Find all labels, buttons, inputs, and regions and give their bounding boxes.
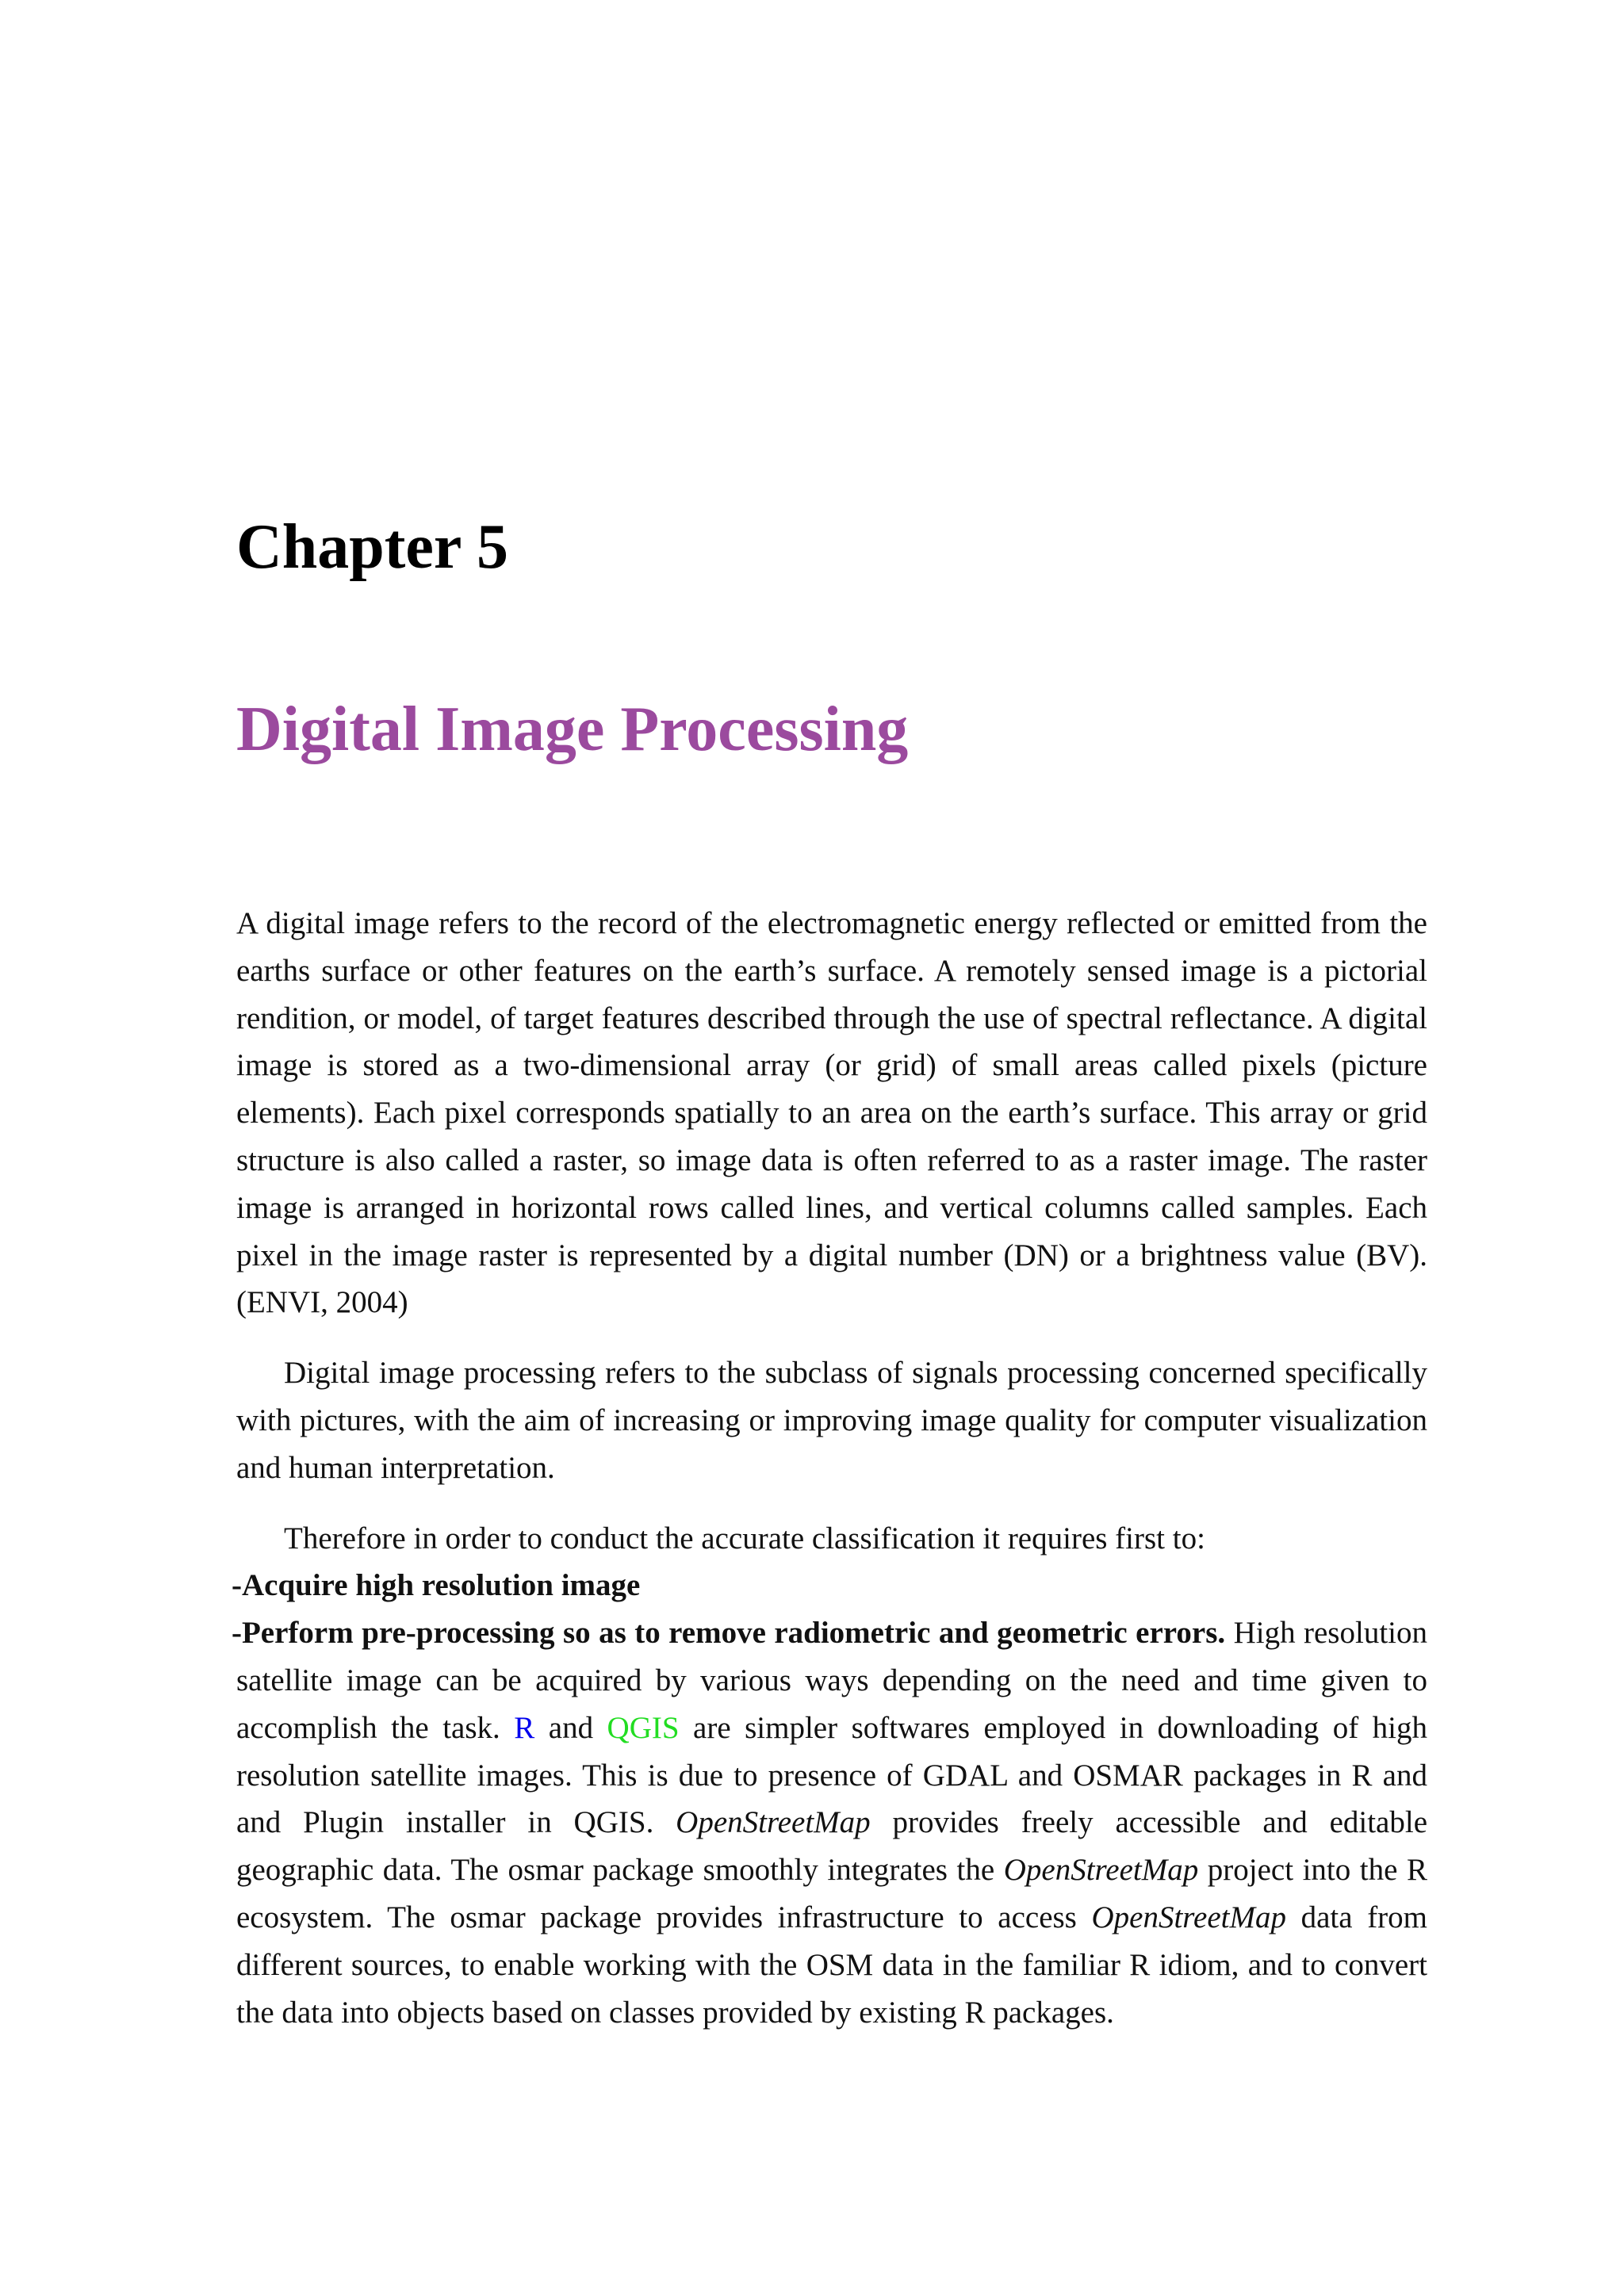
paragraph-definition: Digital image processing refers to the subclass of signals processing concerned specifically with pictures, with the aim of increasing or improving image quality for computer visualization and human interpretation. bbox=[236, 1356, 1427, 1485]
text-segment: data from different sources, to enable working with the OSM data in the familiar R idiom, and to convert the data into objects based on classes provided by existing R packages. bbox=[236, 1900, 1427, 2030]
paragraph-preprocessing bbox=[232, 1609, 1428, 2036]
term-openstreetmap: OpenStreetMap bbox=[676, 1805, 871, 1840]
text-segment: and bbox=[534, 1710, 607, 1745]
text-segment: High resolution satellite image can be acquired by various ways depending on the need and time given to accomplish the task. bbox=[236, 1616, 1427, 1745]
chapter-body bbox=[232, 900, 1428, 2059]
requirement-preprocessing: -Perform pre-processing so as to remove radiometric and geometric errors. bbox=[232, 1616, 1226, 1651]
requirement-acquire-image: -Acquire high resolution image bbox=[232, 1568, 641, 1603]
link-r[interactable]: R bbox=[514, 1710, 535, 1745]
paragraph-intro: A digital image refers to the record of the electromagnetic energy reflected or emitted from the earths surface or other features on the earth’s surface. A remotely sensed image is a pictorial rendition, or model, of target features described through the use of spectral reflectance. A digital image is stored as a two-dimensional array (or grid) of small areas called pixels (picture elements). Each pixel corresponds spatially to an area on the earth’s surface. This array or grid structure is also called a raster, so image data is often referred to as a raster image. The raster image is arranged in horizontal rows called lines, and vertical columns called samples. Each pixel in the image raster is represented by a digital number (DN) or a brightness value (BV).(ENVI, 2004) bbox=[236, 906, 1427, 1320]
text-segment: provides freely accessible and editable geographic data. The osmar package smoothly integrates the bbox=[236, 1805, 1427, 1888]
text-segment: are simpler softwares employed in downloading of high resolution satellite images. This is due to presence of GDAL and OSMAR packages in R and and Plugin installer in QGIS. bbox=[236, 1710, 1427, 1840]
chapter-number: Chapter 5 bbox=[236, 512, 508, 582]
paragraph-requirements: Therefore in order to conduct the accurate classification it requires first to: bbox=[284, 1521, 1205, 1556]
term-openstreetmap: OpenStreetMap bbox=[1091, 1900, 1286, 1934]
chapter-title: Digital Image Processing bbox=[236, 695, 909, 764]
term-openstreetmap: OpenStreetMap bbox=[1003, 1853, 1199, 1888]
link-qgis[interactable]: QGIS bbox=[607, 1710, 680, 1745]
text-segment: project into the R ecosystem. The osmar package provides infrastructure to access bbox=[236, 1853, 1428, 1934]
